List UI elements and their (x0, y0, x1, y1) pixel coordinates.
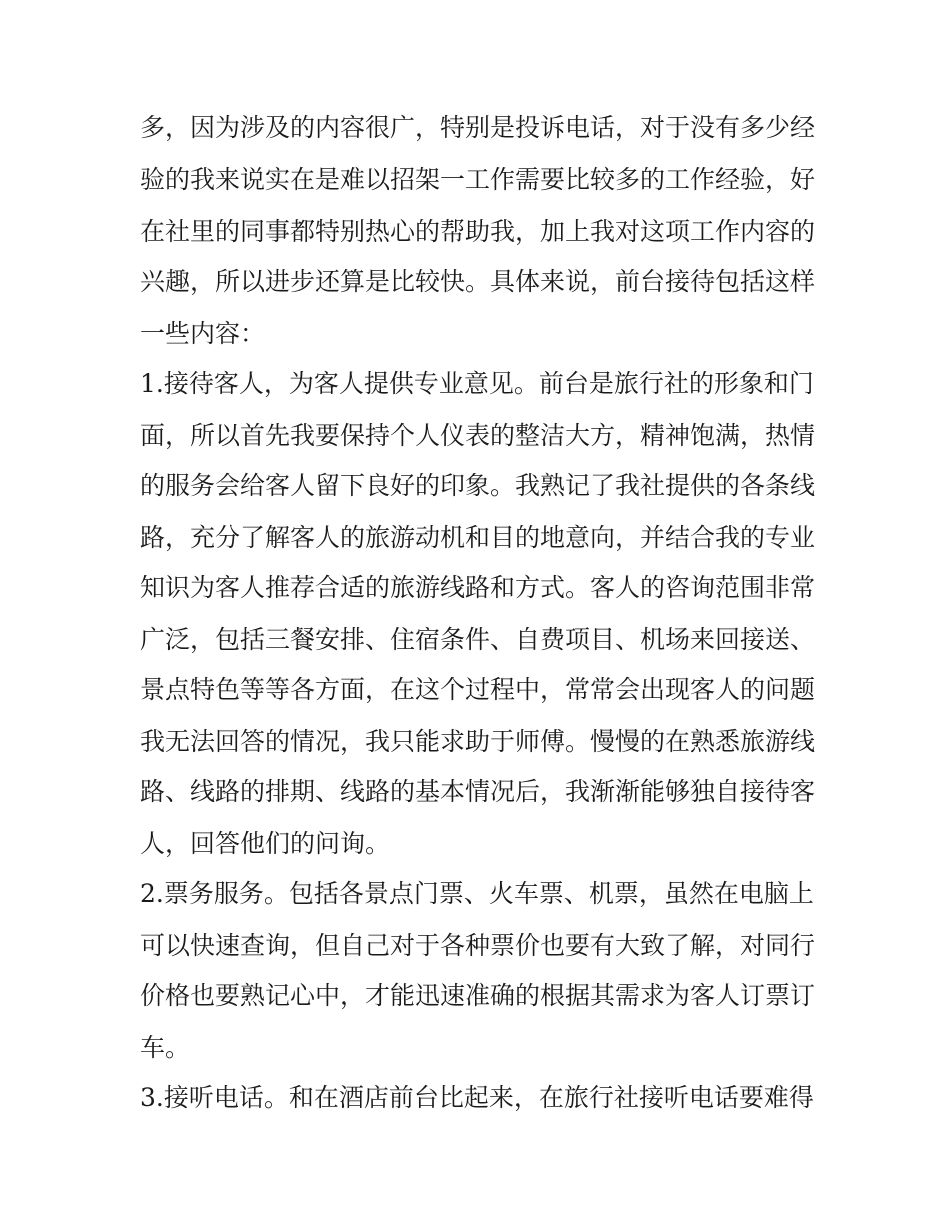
text-line: 路、线路的排期、线路的基本情况后，我渐渐能够独自接待客 (140, 777, 816, 806)
text-line: 我无法回答的情况，我只能求助于师傅。慢慢的在熟悉旅游线 (140, 727, 816, 756)
text-line: 车。 (140, 1033, 191, 1062)
text-line: 的服务会给客人留下良好的印象。我熟记了我社提供的各条线 (140, 471, 816, 500)
text-line: 一些内容： (140, 319, 266, 348)
text-line: 3.接听电话。和在酒店前台比起来，在旅行社接听电话要难得 (140, 1083, 814, 1112)
text-line: 1.接待客人，为客人提供专业意见。前台是旅行社的形象和门 (140, 369, 814, 398)
text-line: 知识为客人推荐合适的旅游线路和方式。客人的咨询范围非常 (140, 573, 816, 602)
text-line: 2.票务服务。包括各景点门票、火车票、机票，虽然在电脑上 (140, 879, 814, 908)
text-line: 价格也要熟记心中，才能迅速准确的根据其需求为客人订票订 (140, 981, 816, 1010)
text-line: 广泛，包括三餐安排、住宿条件、自费项目、机场来回接送、 (140, 625, 816, 654)
text-line: 人，回答他们的问询。 (140, 829, 391, 858)
text-line: 在社里的同事都特别热心的帮助我，加上我对这项工作内容的 (140, 217, 816, 246)
text-line: 兴趣，所以进步还算是比较快。具体来说，前台接待包括这样 (140, 267, 816, 296)
text-line: 路，充分了解客人的旅游动机和目的地意向，并结合我的专业 (140, 523, 816, 552)
text-line: 可以快速查询，但自己对于各种票价也要有大致了解，对同行 (140, 931, 816, 960)
text-line: 验的我来说实在是难以招架一工作需要比较多的工作经验，好 (140, 165, 816, 194)
text-line: 多，因为涉及的内容很广，特别是投诉电话，对于没有多少经 (140, 113, 816, 142)
text-line: 景点特色等等各方面，在这个过程中，常常会出现客人的问题 (140, 675, 816, 704)
text-line: 面，所以首先我要保持个人仪表的整洁大方，精神饱满，热情 (140, 421, 816, 450)
